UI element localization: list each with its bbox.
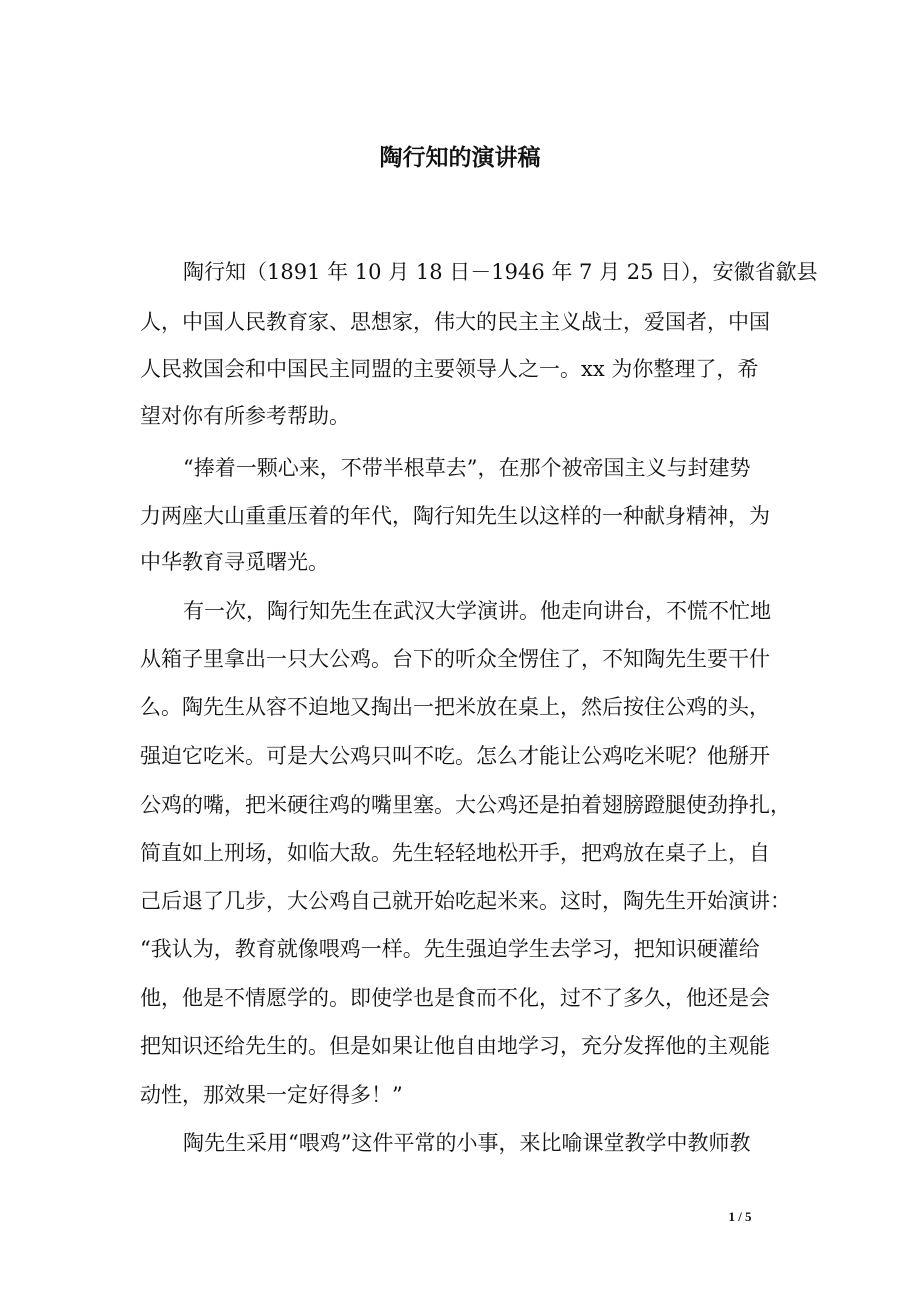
body-line: 中华教育寻觅曙光。 [140,550,329,574]
body-line: 望对你有所参考帮助。 [140,404,350,428]
body-line: 他，他是不情愿学的。即使学也是食而不化，过不了多久，他还是会 [140,986,770,1010]
body-line: 从箱子里拿出一只大公鸡。台下的听众全愣住了，不知陶先生要干什 [140,647,770,671]
body-line: 强迫它吃米。可是大公鸡只叫不吃。怎么才能让公鸡吃米呢？他掰开 [140,744,770,768]
body-line: 陶行知（1891 年 10 月 18 日－1946 年 7 月 25 日），安徽省歙县 [183,260,818,284]
body-line: 有一次，陶行知先生在武汉大学演讲。他走向讲台，不慌不忙地 [183,599,771,623]
body-line: 把知识还给先生的。但是如果让他自由地学习，充分发挥他的主观能 [140,1034,770,1058]
page-number: 1 / 5 [728,1209,752,1224]
body-line: “捧着一颗心来，不带半根草去”，在那个被帝国主义与封建势 [183,456,751,480]
body-line: 陶先生采用“喂鸡”这件平常的小事，来比喻课堂教学中教师教 [183,1131,751,1155]
body-line: 己后退了几步，大公鸡自己就开始吃起米来。这时，陶先生开始演讲： [140,889,791,913]
body-line: 公鸡的嘴，把米硬往鸡的嘴里塞。大公鸡还是拍着翅膀蹬腿使劲挣扎， [140,793,791,817]
body-line: 力两座大山重重压着的年代，陶行知先生以这样的一种献身精神，为 [140,504,770,528]
body-line: 动性，那效果一定好得多！” [140,1083,403,1107]
body-line: 么。陶先生从容不迫地又掏出一把米放在桌上，然后按住公鸡的头， [140,695,770,719]
body-line: 人民救国会和中国民主同盟的主要领导人之一。xx 为你整理了，希 [140,357,759,381]
body-line: 简直如上刑场，如临大敌。先生轻轻地松开手，把鸡放在桌子上，自 [140,841,770,865]
body-line: “我认为，教育就像喂鸡一样。先生强迫学生去学习，把知识硬灌给 [140,937,760,961]
page-title: 陶行知的演讲稿 [379,145,541,171]
body-line: 人，中国人民教育家、思想家，伟大的民主主义战士，爱国者，中国 [140,310,770,334]
